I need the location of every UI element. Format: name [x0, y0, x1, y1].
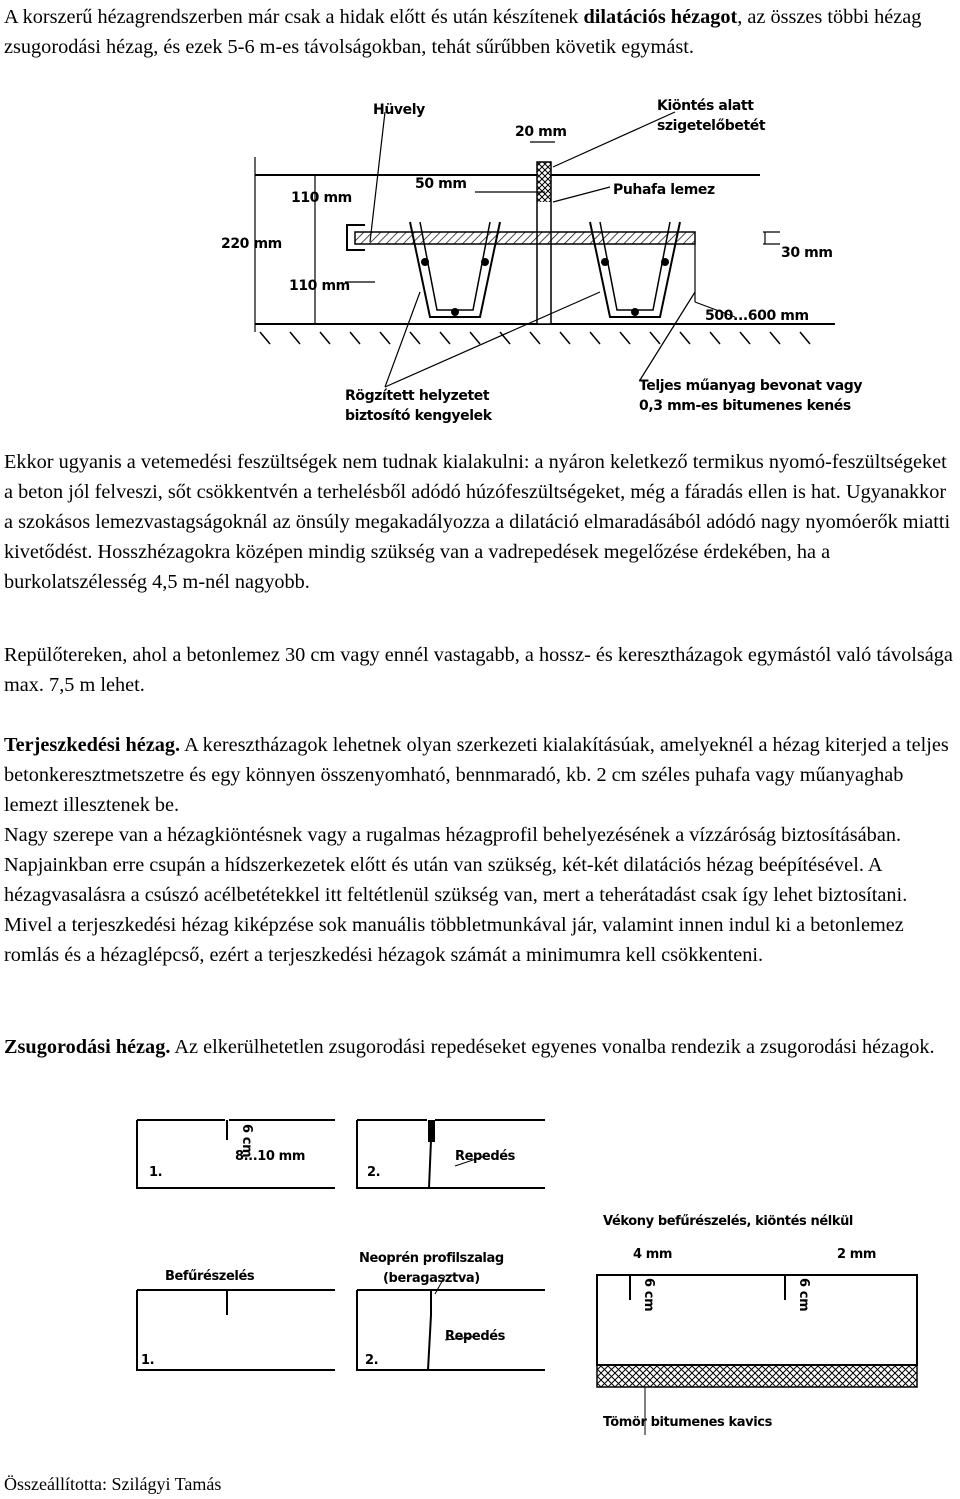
- label-num-2a: 2.: [367, 1165, 381, 1180]
- paragraph-6: Zsugorodási hézag. Az elkerülhetetlen zsugorodási repedéseket egyenes vonalba rendezik a zsugorodási hézagok.: [4, 1036, 935, 1058]
- label-rogzitett-2: biztosító kengyelek: [345, 408, 492, 424]
- paragraph-3: Repülőtereken, ahol a betonlemez 30 cm vagy ennél vastagabb, a hossz- és keresztházagok egymástól való távolsága max. 7,5 m lehet.: [4, 644, 953, 696]
- label-neopren-2: (beragasztva): [383, 1271, 480, 1286]
- label-20mm: 20 mm: [515, 124, 567, 140]
- footer-author: Összeállította: Szilágyi Tamás: [4, 1474, 222, 1494]
- paragraph-5: Nagy szerepe van a hézagkiöntésnek vagy a rugalmas hézagprofil behelyezésének a vízzáróság biztosításában. Napjainkban erre csupán a hídszerkezetek előtt és után van szükség, két-két dilatációs hézag beépítésével. A hézagvasalásra a csúszó acélbetétekkel itt feltétlenül szükség van, mert a teherátadást csak így lehet biztosítani. Mivel a terjeszkedési hézag kiképzése sok manuális többletmunkával jár, valamint innen indul ki a betonlemez romlás és a hézaglépcső, ezért a terjeszkedési hézagok számát a minimumra kell csökkenteni.: [4, 824, 908, 966]
- label-huvely: Hüvely: [373, 102, 425, 118]
- label-220mm: 220 mm: [221, 236, 282, 252]
- label-puhafa: Puhafa lemez: [613, 182, 715, 198]
- label-kiontes-2: szigetelőbetét: [657, 118, 766, 134]
- label-110mm-bottom: 110 mm: [289, 278, 350, 294]
- intro-paragraph: A korszerű hézagrendszerben már csak a hidak előtt és után készítenek dilatációs hézagot, az összes többi hézag zsugorodási hézag, és ezek 5-6 m-es távolságokban, tehát sűrűbben követik egymást.: [4, 6, 922, 58]
- paragraph-4: Terjeszkedési hézag. A keresztházagok lehetnek olyan szerkezeti kialakításúak, amelyeknél a hézag kiterjed a teljes betonkeresztmetszetre és egy könnyen összenyomható, bennmaradó, kb. 2 cm széles puhafa vagy műanyaghab lemezt illesztenek be.: [4, 734, 949, 816]
- label-repedes-2: Repedés: [445, 1329, 506, 1344]
- label-num-2b: 2.: [365, 1353, 379, 1368]
- label-4mm: 4 mm: [633, 1247, 673, 1262]
- label-rogzitett-1: Rögzített helyzetet: [345, 388, 490, 404]
- label-500-600mm: 500...600 mm: [705, 308, 809, 324]
- paragraph-2: Ekkor ugyanis a vetemedési feszültségek nem tudnak kialakulni: a nyáron keletkező termikus nyomó-feszültségeket a beton jól felveszi, sőt csökkentvén a terhelésből adódó húzófeszültségeket, még a fáradás ellen is hat. Ugyanakkor a szokásos lemezvastagságoknál az önsúly megakadályozza a dilatáció elmaradásából adódó nagy nyomóerők miatti kivetődést. Hosszhézagokra középen mindig szükség van a vadrepedések megelőzése érdekében, ha a burkolatszélesség 4,5 m-nél nagyobb.: [4, 451, 951, 593]
- label-befureszeles: Befűrészelés: [165, 1269, 255, 1284]
- label-110mm-top: 110 mm: [291, 190, 352, 206]
- label-teljes-2: 0,3 mm-es bitumenes kenés: [639, 398, 851, 414]
- label-kiontes-1: Kiöntés alatt: [657, 98, 754, 114]
- label-tomor: Tömör bitumenes kavics: [603, 1415, 772, 1430]
- label-50mm: 50 mm: [415, 176, 467, 192]
- label-6cm-b: 6 cm: [641, 1278, 656, 1312]
- label-2mm: 2 mm: [837, 1247, 877, 1262]
- label-30mm: 30 mm: [781, 245, 833, 261]
- label-8-10mm: 8...10 mm: [235, 1149, 305, 1164]
- label-vekony: Vékony befűrészelés, kiöntés nélkül: [603, 1214, 853, 1229]
- label-6cm-c: 6 cm: [796, 1278, 811, 1312]
- contraction-joint-diagram: [125, 1100, 925, 1445]
- label-num-1b: 1.: [141, 1353, 155, 1368]
- label-teljes-1: Teljes műanyag bevonat vagy: [639, 378, 863, 394]
- expansion-joint-diagram: [215, 92, 895, 432]
- label-repedes-1: Repedés: [455, 1149, 516, 1164]
- label-num-1a: 1.: [149, 1165, 163, 1180]
- label-neopren-1: Neoprén profilszalag: [359, 1251, 504, 1266]
- label-6cm-a: 6 cm: [239, 1124, 254, 1158]
